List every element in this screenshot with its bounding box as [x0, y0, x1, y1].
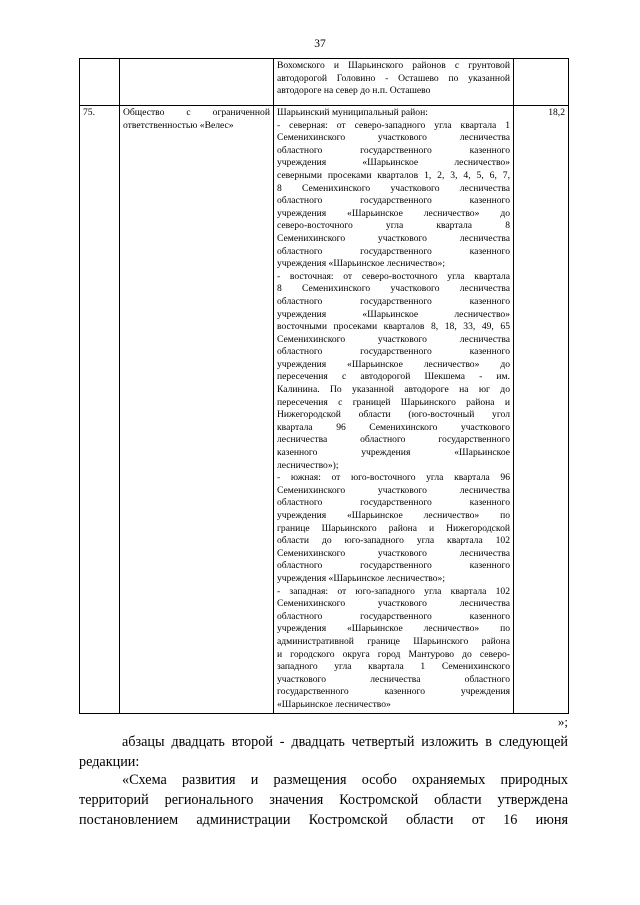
table-row-continuation [80, 59, 569, 106]
description-line: казенного учреждения «Шарьинское [277, 447, 510, 459]
description-line: лесничества областного государственного [277, 434, 510, 446]
description-line: Семенихинского участкового лесничества [277, 132, 510, 144]
closing-quote: »; [557, 714, 568, 729]
description-line: - восточная: от северо-восточного угла квартала [277, 270, 510, 282]
organization-name: Общество с ограниченной ответственностью «Велес» [120, 106, 274, 714]
description-line: Семенихинского участкового лесничества [277, 598, 510, 610]
page-number: 37 [314, 38, 326, 50]
description-line: Семенихинского участкового лесничества [277, 333, 510, 345]
description-line: участкового лесничества областного [277, 673, 510, 685]
description-line: учреждения «Шарьинское лесничество»; [277, 258, 446, 270]
description-line: «Шарьинское лесничество» [277, 698, 391, 710]
description-line: автодорогой Головино - Осташево по указанной [277, 72, 510, 84]
cell-organization [120, 59, 274, 106]
description-line: Нижегородской области (юго-восточный угол [277, 409, 510, 421]
scheme-paragraph: «Схема развития и размещения особо охраняемых природных территорий регионального значения Костромской области утверждена постановлением администрации Костромской области от 16 июня [79, 772, 568, 828]
amendment-paragraph: абзацы двадцать второй - двадцать четвертый изложить в следующей редакции: [79, 734, 568, 770]
description-line: областного государственного казенного [277, 245, 510, 257]
description-line: лесничество»); [277, 459, 339, 471]
description-line: областного государственного казенного [277, 144, 510, 156]
description-line: пересечения с границей Шарьинского района и [277, 396, 510, 408]
description-line: квартала 96 Семенихинского участкового [277, 421, 510, 433]
row-number: 75. [80, 106, 120, 714]
description-line: - северная: от северо-западного угла квартала 1 [277, 119, 510, 131]
description-line: автодороге на север до н.п. Осташево [277, 85, 431, 97]
description-line: Семенихинского участкового лесничества [277, 232, 510, 244]
description-line: Шарьинский муниципальный район: [277, 107, 428, 118]
description-line: области до юго-западного угла квартала 102 [277, 535, 510, 547]
description-line: - западная: от юго-западного угла квартала 102 [277, 585, 510, 597]
description-line: 8 Семенихинского участкового лесничества [277, 283, 510, 295]
description-line: северо-восточного угла квартала 8 [277, 220, 510, 232]
description-line: учреждения «Шарьинское лесничество» до [277, 207, 510, 219]
description-line: областного государственного казенного [277, 346, 510, 358]
table-row-75 [80, 106, 569, 714]
boundaries-table [79, 58, 569, 714]
description-line: учреждения «Шарьинское лесничество» [277, 308, 510, 320]
description-line: учреждения «Шарьинское лесничество» [277, 157, 510, 169]
description-line: учреждения «Шарьинское лесничество» до [277, 358, 510, 370]
description-line: учреждения «Шарьинское лесничество» по [277, 510, 510, 521]
description-line: Семенихинского участкового лесничества [277, 484, 510, 496]
cell-number [80, 59, 120, 106]
description-line: государственного казенного учреждения [277, 686, 510, 698]
description-line: Вохомского и Шарьинского районов с грунтовой [277, 60, 510, 71]
description-line: Калинина. По указанной автодороге на юг до [277, 384, 510, 396]
description-line: областного государственного казенного [277, 560, 510, 572]
description-line: 8 Семенихинского участкового лесничества [277, 182, 510, 194]
description-line: административной границе Шарьинского района [277, 635, 510, 647]
description-line: областного государственного казенного [277, 497, 510, 509]
description-line: границе Шарьинского района и Нижегородской [277, 522, 510, 534]
description-line: западного угла квартала 1 Семенихинского [277, 661, 510, 673]
boundary-description [274, 106, 514, 714]
area-value: 18,2 [514, 106, 569, 714]
description-line: областного государственного казенного [277, 295, 510, 307]
description-line: северными просеками кварталов 1, 2, 3, 4, 5, 6, 7, [277, 169, 510, 181]
description-line: и городского округа город Мантурово до северо- [277, 648, 510, 660]
description-line: восточными просеками кварталов 8, 18, 33, 49, 65 [277, 321, 510, 333]
description-line: учреждения «Шарьинское лесничество» по [277, 623, 510, 635]
description-line: - южная: от юго-восточного угла квартала 96 [277, 472, 510, 484]
cell-description [274, 59, 514, 106]
description-line: пересечения с автодорогой Шекшема - им. [277, 371, 510, 383]
description-line: Семенихинского участкового лесничества [277, 547, 510, 559]
description-line: областного государственного казенного [277, 610, 510, 622]
description-line: областного государственного казенного [277, 195, 510, 207]
cell-area [514, 59, 569, 106]
description-line: учреждения «Шарьинское лесничество»; [277, 572, 446, 584]
